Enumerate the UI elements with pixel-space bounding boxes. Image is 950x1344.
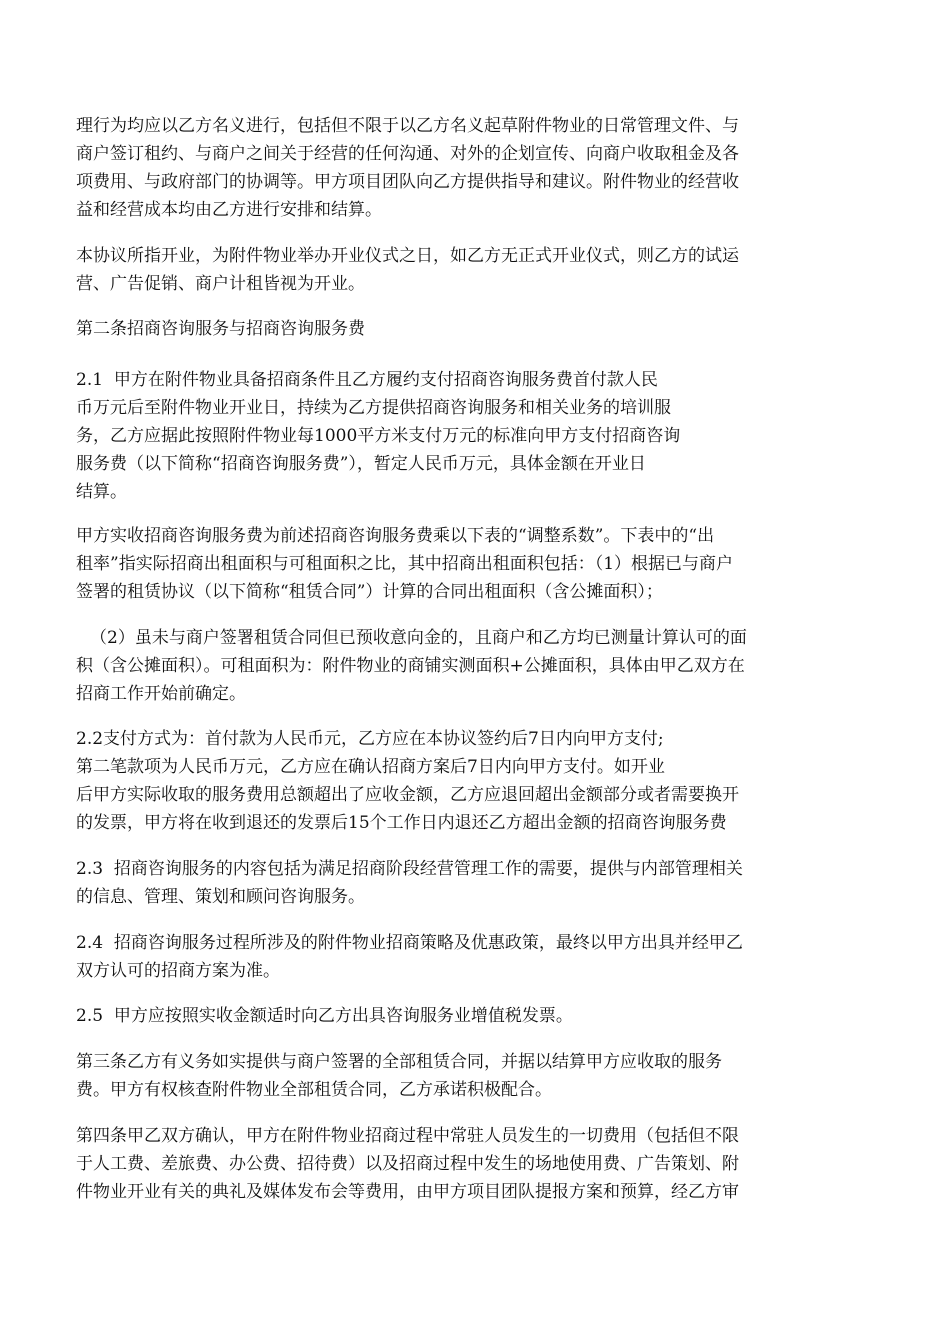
text-line: 益和经营成本均由乙方进行安排和结算。: [76, 200, 382, 220]
text-line: 租率”指实际招商出租面积与可租面积之比，其中招商出租面积包括：（1）根据已与商户: [76, 554, 734, 574]
text-line: 2.5 甲方应按照实收金额适时向乙方出具咨询服务业增值税发票。: [76, 1006, 573, 1026]
text-line: 服务费（以下简称“招商咨询服务费”），暂定人民币万元，具体金额在开业日: [76, 454, 646, 474]
text-line: 项费用、与政府部门的协调等。甲方项目团队向乙方提供指导和建议。附件物业的经营收: [76, 172, 739, 192]
text-line: 双方认可的招商方案为准。: [76, 961, 280, 981]
text-line: 费。甲方有权核查附件物业全部租赁合同，乙方承诺积极配合。: [76, 1080, 552, 1100]
text-line: （2）虽未与商户签署租赁合同但已预收意向金的，且商户和乙方均已测量计算认可的面: [90, 628, 747, 648]
text-line: 甲方实收招商咨询服务费为前述招商咨询服务费乘以下表的“调整系数”。下表中的“出: [76, 526, 715, 546]
text-line: 币万元后至附件物业开业日，持续为乙方提供招商咨询服务和相关业务的培训服: [76, 398, 671, 418]
text-line: 2.3 招商咨询服务的内容包括为满足招商阶段经营管理工作的需要，提供与内部管理相关: [76, 859, 743, 879]
text-line: 积（含公摊面积）。可租面积为：附件物业的商铺实测面积+公摊面积，具体由甲乙双方在: [76, 656, 745, 676]
text-line: 第二笔款项为人民币万元，乙方应在确认招商方案后7日内向甲方支付。如开业: [76, 757, 665, 777]
text-line: 结算。: [76, 482, 127, 502]
text-line: 营、广告促销、商户计租皆视为开业。: [76, 274, 365, 294]
text-line: 招商工作开始前确定。: [76, 684, 246, 704]
text-line: 务，乙方应据此按照附件物业每1000平方米支付万元的标准向甲方支付招商咨询: [76, 426, 681, 446]
text-line: 2.1 甲方在附件物业具备招商条件且乙方履约支付招商咨询服务费首付款人民: [76, 370, 658, 390]
text-line: 2.4 招商咨询服务过程所涉及的附件物业招商策略及优惠政策，最终以甲方出具并经甲乙: [76, 933, 743, 953]
text-line: 本协议所指开业，为附件物业举办开业仪式之日，如乙方无正式开业仪式，则乙方的试运: [76, 246, 739, 266]
text-line: 件物业开业有关的典礼及媒体发布会等费用，由甲方项目团队提报方案和预算，经乙方审: [76, 1182, 739, 1202]
text-line: 商户签订租约、与商户之间关于经营的任何沟通、对外的企划宣传、向商户收取租金及各: [76, 144, 739, 164]
text-line: 后甲方实际收取的服务费用总额超出了应收金额，乙方应退回超出金额部分或者需要换开: [76, 785, 739, 805]
text-line: 的信息、管理、策划和顾问咨询服务。: [76, 887, 365, 907]
text-line: 的发票，甲方将在收到退还的发票后15个工作日内退还乙方超出金额的招商咨询服务费: [76, 813, 727, 833]
text-line: 2.2支付方式为：首付款为人民币元，乙方应在本协议签约后7日内向甲方支付;: [76, 729, 664, 749]
text-line: 第三条乙方有义务如实提供与商户签署的全部租赁合同，并据以结算甲方应收取的服务: [76, 1052, 722, 1072]
text-line: 第四条甲乙双方确认，甲方在附件物业招商过程中常驻人员发生的一切费用（包括但不限: [76, 1126, 739, 1146]
text-line: 于人工费、差旅费、办公费、招待费）以及招商过程中发生的场地使用费、广告策划、附: [76, 1154, 739, 1174]
heading-text: 第二条招商咨询服务与招商咨询服务费: [76, 319, 365, 339]
text-line: 理行为均应以乙方名义进行，包括但不限于以乙方名义起草附件物业的日常管理文件、与: [76, 116, 739, 136]
text-line: 签署的租赁协议（以下简称“租赁合同”）计算的合同出租面积（含公摊面积）；: [76, 582, 663, 602]
